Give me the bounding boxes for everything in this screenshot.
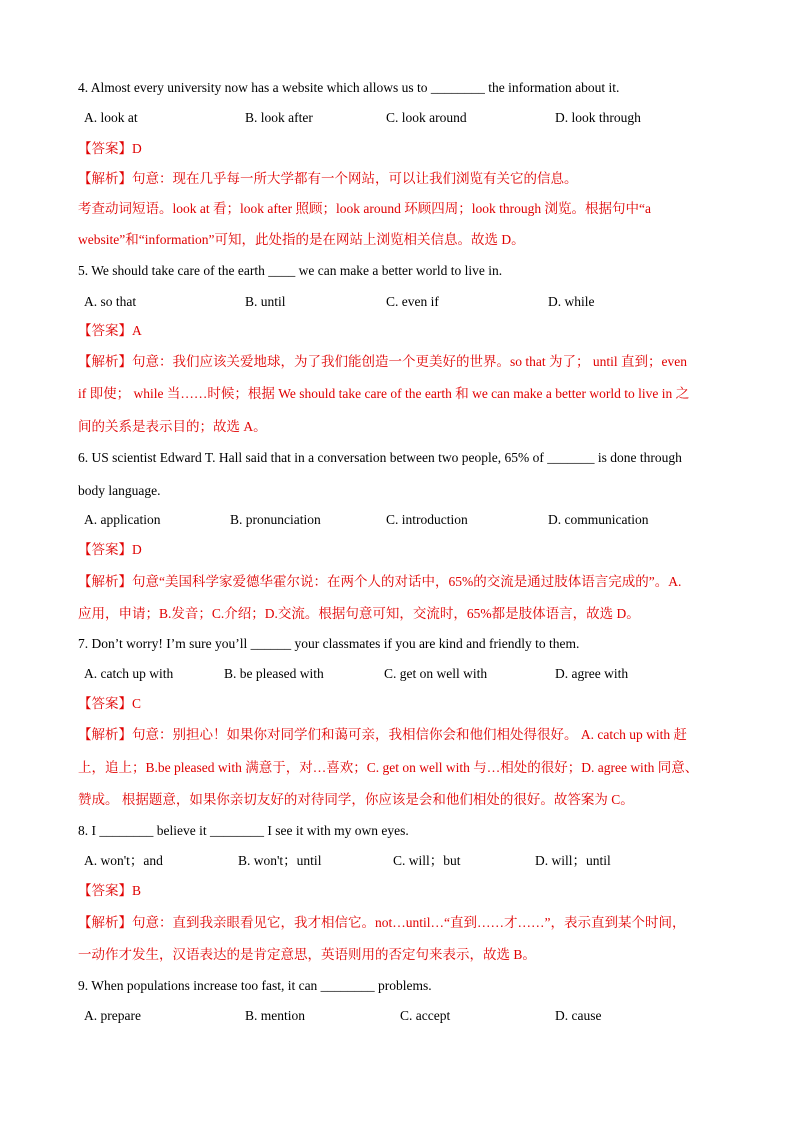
question-5-answer: 【答案】A	[78, 323, 142, 338]
option-c: C. look around	[386, 110, 467, 125]
option-a: A. application	[84, 512, 161, 527]
question-8-analysis-line: 一动作才发生，汉语表达的是肯定意思，英语则用的否定句来表示，故选 B。	[78, 947, 536, 962]
question-4-analysis-line: website”和“information”可知，此处指的是在网站上浏览相关信息。故选 D。	[78, 232, 525, 247]
question-8-analysis-line: 【解析】句意：直到我亲眼看见它，我才相信它。not…until…“直到……才……”，表示直到某个时间，	[78, 915, 686, 930]
question-7-analysis-line: 赞成。 根据题意，如果你亲切友好的对待同学，你应该是会和他们相处的很好。故答案为 C。	[78, 792, 634, 807]
option-a: A. catch up with	[84, 666, 174, 681]
question-6-analysis-line: 【解析】句意“美国科学家爱德华霍尔说：在两个人的对话中，65%的交流是通过肢体语言完成的”。A.	[78, 574, 682, 589]
option-b: B. be pleased with	[224, 666, 324, 681]
option-c: C. introduction	[386, 512, 468, 527]
question-8-stem: 8. I ________ believe it ________ I see it with my own eyes.	[78, 823, 409, 838]
question-7-analysis-line: 【解析】句意：别担心！如果你对同学们和蔼可亲，我相信你会和他们相处得很好。 A. catch up with 赶	[78, 727, 687, 742]
question-5-analysis-line: if 即使； while 当……时候；根据 We should take care of the earth 和 we can make a better world to live in 之	[78, 386, 690, 401]
option-d: D. look through	[555, 110, 641, 125]
option-d: D. communication	[548, 512, 649, 527]
question-6-analysis-line: 应用，申请；B.发音；C.介绍；D.交流。根据句意可知，交流时，65%都是肢体语言，故选 D。	[78, 606, 640, 621]
option-c: C. accept	[400, 1008, 451, 1023]
question-6-answer: 【答案】D	[78, 542, 142, 557]
option-a: A. so that	[84, 294, 137, 309]
question-9-stem: 9. When populations increase too fast, it can ________ problems.	[78, 978, 432, 993]
question-7-answer: 【答案】C	[78, 696, 142, 711]
question-7-stem: 7. Don’t worry! I’m sure you’ll ______ your classmates if you are kind and friendly to them.	[78, 636, 580, 651]
question-7-analysis-line: 上，追上；B.be pleased with 满意于，对…喜欢；C. get on well with 与…相处的很好；D. agree with 同意、	[78, 760, 699, 775]
question-5-analysis-line: 【解析】句意：我们应该关爱地球，为了我们能创造一个更美好的世界。so that 为了； until 直到；even	[78, 354, 687, 369]
question-4-stem: 4. Almost every university now has a website which allows us to ________ the information about it.	[78, 80, 620, 95]
option-a: A. look at	[84, 110, 138, 125]
option-d: D. cause	[555, 1008, 602, 1023]
question-8-options	[84, 851, 744, 871]
question-4-options	[84, 108, 744, 128]
question-4-analysis-line: 【解析】句意：现在几乎每一所大学都有一个网站，可以让我们浏览有关它的信息。	[78, 171, 578, 186]
option-b: B. look after	[245, 110, 313, 125]
option-c: C. get on well with	[384, 666, 488, 681]
option-a: A. prepare	[84, 1008, 141, 1023]
question-4-analysis-line: 考查动词短语。look at 看；look after 照顾；look around 环顾四周；look through 浏览。根据句中“a	[78, 201, 651, 216]
option-c: C. even if	[386, 294, 439, 309]
option-a: A. won't；and	[84, 853, 163, 868]
option-d: D. will；until	[535, 853, 611, 868]
question-6-stem: 6. US scientist Edward T. Hall said that in a conversation between two people, 65% of _______ is done through	[78, 450, 682, 465]
option-d: D. agree with	[555, 666, 629, 681]
option-b: B. mention	[245, 1008, 305, 1023]
option-b: B. won't；until	[238, 853, 322, 868]
question-8-answer: 【答案】B	[78, 883, 142, 898]
question-4-answer: 【答案】D	[78, 141, 142, 156]
question-5-stem: 5. We should take care of the earth ____ we can make a better world to live in.	[78, 263, 503, 278]
option-c: C. will；but	[393, 853, 461, 868]
question-9-options	[84, 1006, 744, 1026]
option-b: B. pronunciation	[230, 512, 321, 527]
option-d: D. while	[548, 294, 595, 309]
option-b: B. until	[245, 294, 286, 309]
question-6-stem: body language.	[78, 483, 161, 498]
question-5-analysis-line: 间的关系是表示目的；故选 A。	[78, 419, 267, 434]
question-6-options	[84, 510, 744, 530]
question-5-options	[84, 292, 744, 312]
question-7-options	[84, 664, 744, 684]
